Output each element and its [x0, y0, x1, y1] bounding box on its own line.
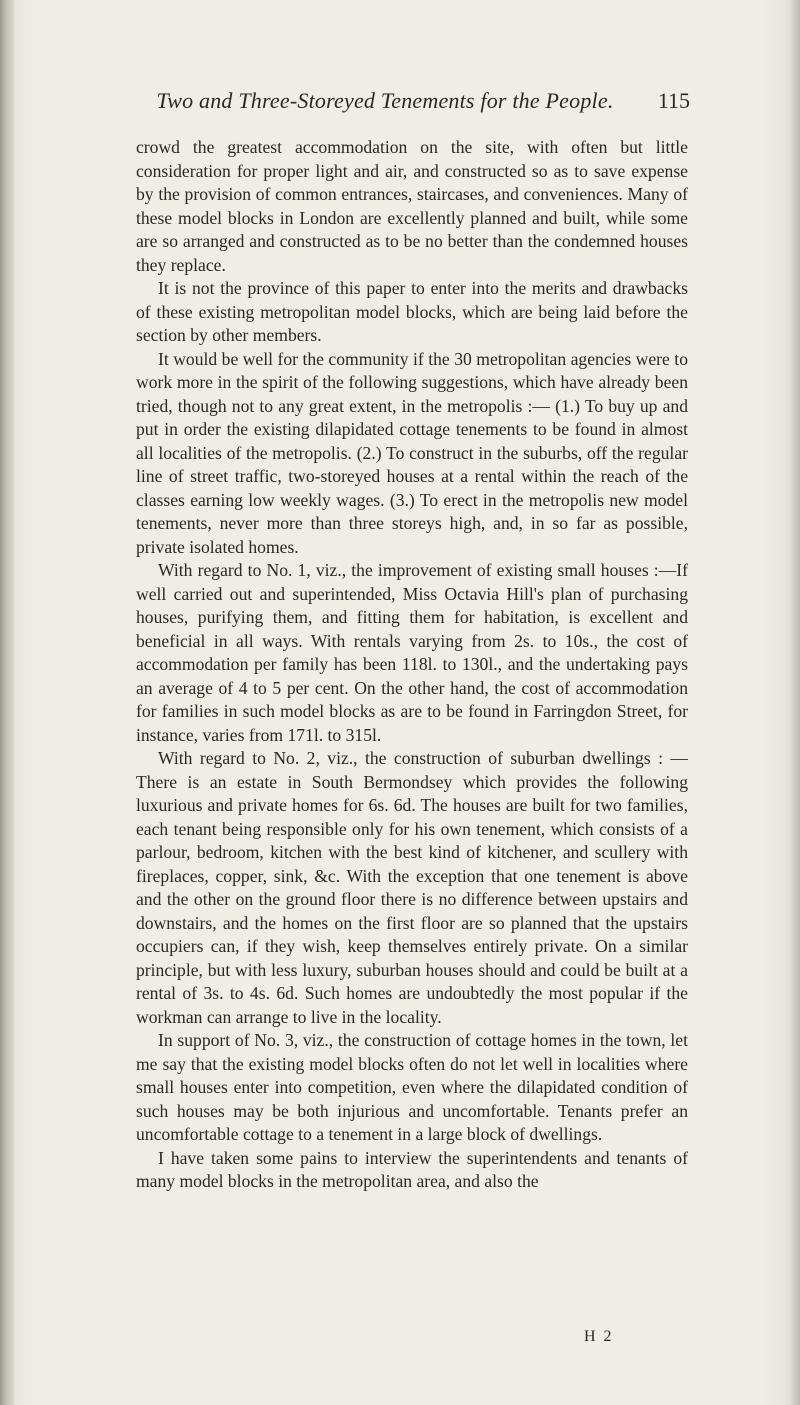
body-text [136, 136, 688, 1194]
paragraph-6: In support of No. 3, viz., the construction of cottage homes in the town, let me say that the existing model blocks often do not let well in localities where small houses enter into competition, even where the dilapidated condition of such houses may be both injurious and uncomfortable. Tenants prefer an uncomfortable cottage to a tenement in a large block of dwellings. [136, 1030, 688, 1144]
signature-mark: H 2 [584, 1328, 614, 1345]
paragraph-7: I have taken some pains to interview the superintendents and tenants of many model blocks in the metropolitan area, and also the [136, 1147, 688, 1191]
paragraph-1: crowd the greatest accommodation on the site, with often but little consideration for proper light and air, and constructed so as to save expense by the provision of common entrances, staircases, and conveniences. Many of these model blocks in London are excellently planned and built, while some are so arranged and constructed as to be no better than the condemned houses they replace. [136, 137, 688, 275]
paragraph-4: With regard to No. 1, viz., the improvement of existing small houses :—If well carried out and superintended, Miss Octavia Hill's plan of purchasing houses, purifying them, and fitting them for habitation, is excellent and beneficial in all ways. With rentals varying from 2s. to 10s., the cost of accommodation per family has been 118l. to 130l., and the undertaking pays an average of 4 to 5 per cent. On the other hand, the cost of accommodation for families in such model blocks as are to be found in Farringdon Street, for instance, varies from 171l. to 315l. [136, 560, 688, 745]
running-title: Two and Three-Storeyed Tenements for the People. [156, 88, 614, 113]
paragraph-2: It is not the province of this paper to enter into the merits and drawbacks of these existing metropolitan model blocks, which are being laid before the section by other members. [136, 278, 688, 345]
paragraph-5: With regard to No. 2, viz., the construction of suburban dwellings : —There is an estate in South Bermondsey which provides the following luxurious and private homes for 6s. 6d. The houses are built for two families, each tenant being responsible only for his own tenement, which consists of a parlour, bedroom, kitchen with the best kind of kitchener, and scullery with fireplaces, copper, sink, &c. With the exception that one tenement is above and the other on the ground floor there is no difference between upstairs and downstairs, and the homes on the first floor are so planned that the upstairs occupiers can, if they wish, keep themselves entirely private. On a similar principle, but with less luxury, suburban houses should and could be built at a rental of 3s. to 4s. 6d. Such homes are undoubtedly the most popular if the workman can arrange to live in the locality. [136, 748, 688, 1027]
page-number: 115 [657, 88, 690, 113]
book-spine-shadow [0, 0, 14, 1405]
paragraph-3: It would be well for the community if the 30 metropolitan agencies were to work more in the spirit of the following suggestions, which have already been tried, though not to any great extent, in the metropolis :— (1.) To buy up and put in order the existing dilapidated cottage tenements to be found in almost all localities of the metropolis. (2.) To construct in the suburbs, off the regular line of street traffic, two-storeyed houses at a rental within the reach of the classes earning low weekly wages. (3.) To erect in the metropolis new model tenements, never more than three storeys high, and, in so far as possible, private isolated homes. [136, 348, 688, 557]
page-edge-shadow [790, 0, 800, 1405]
